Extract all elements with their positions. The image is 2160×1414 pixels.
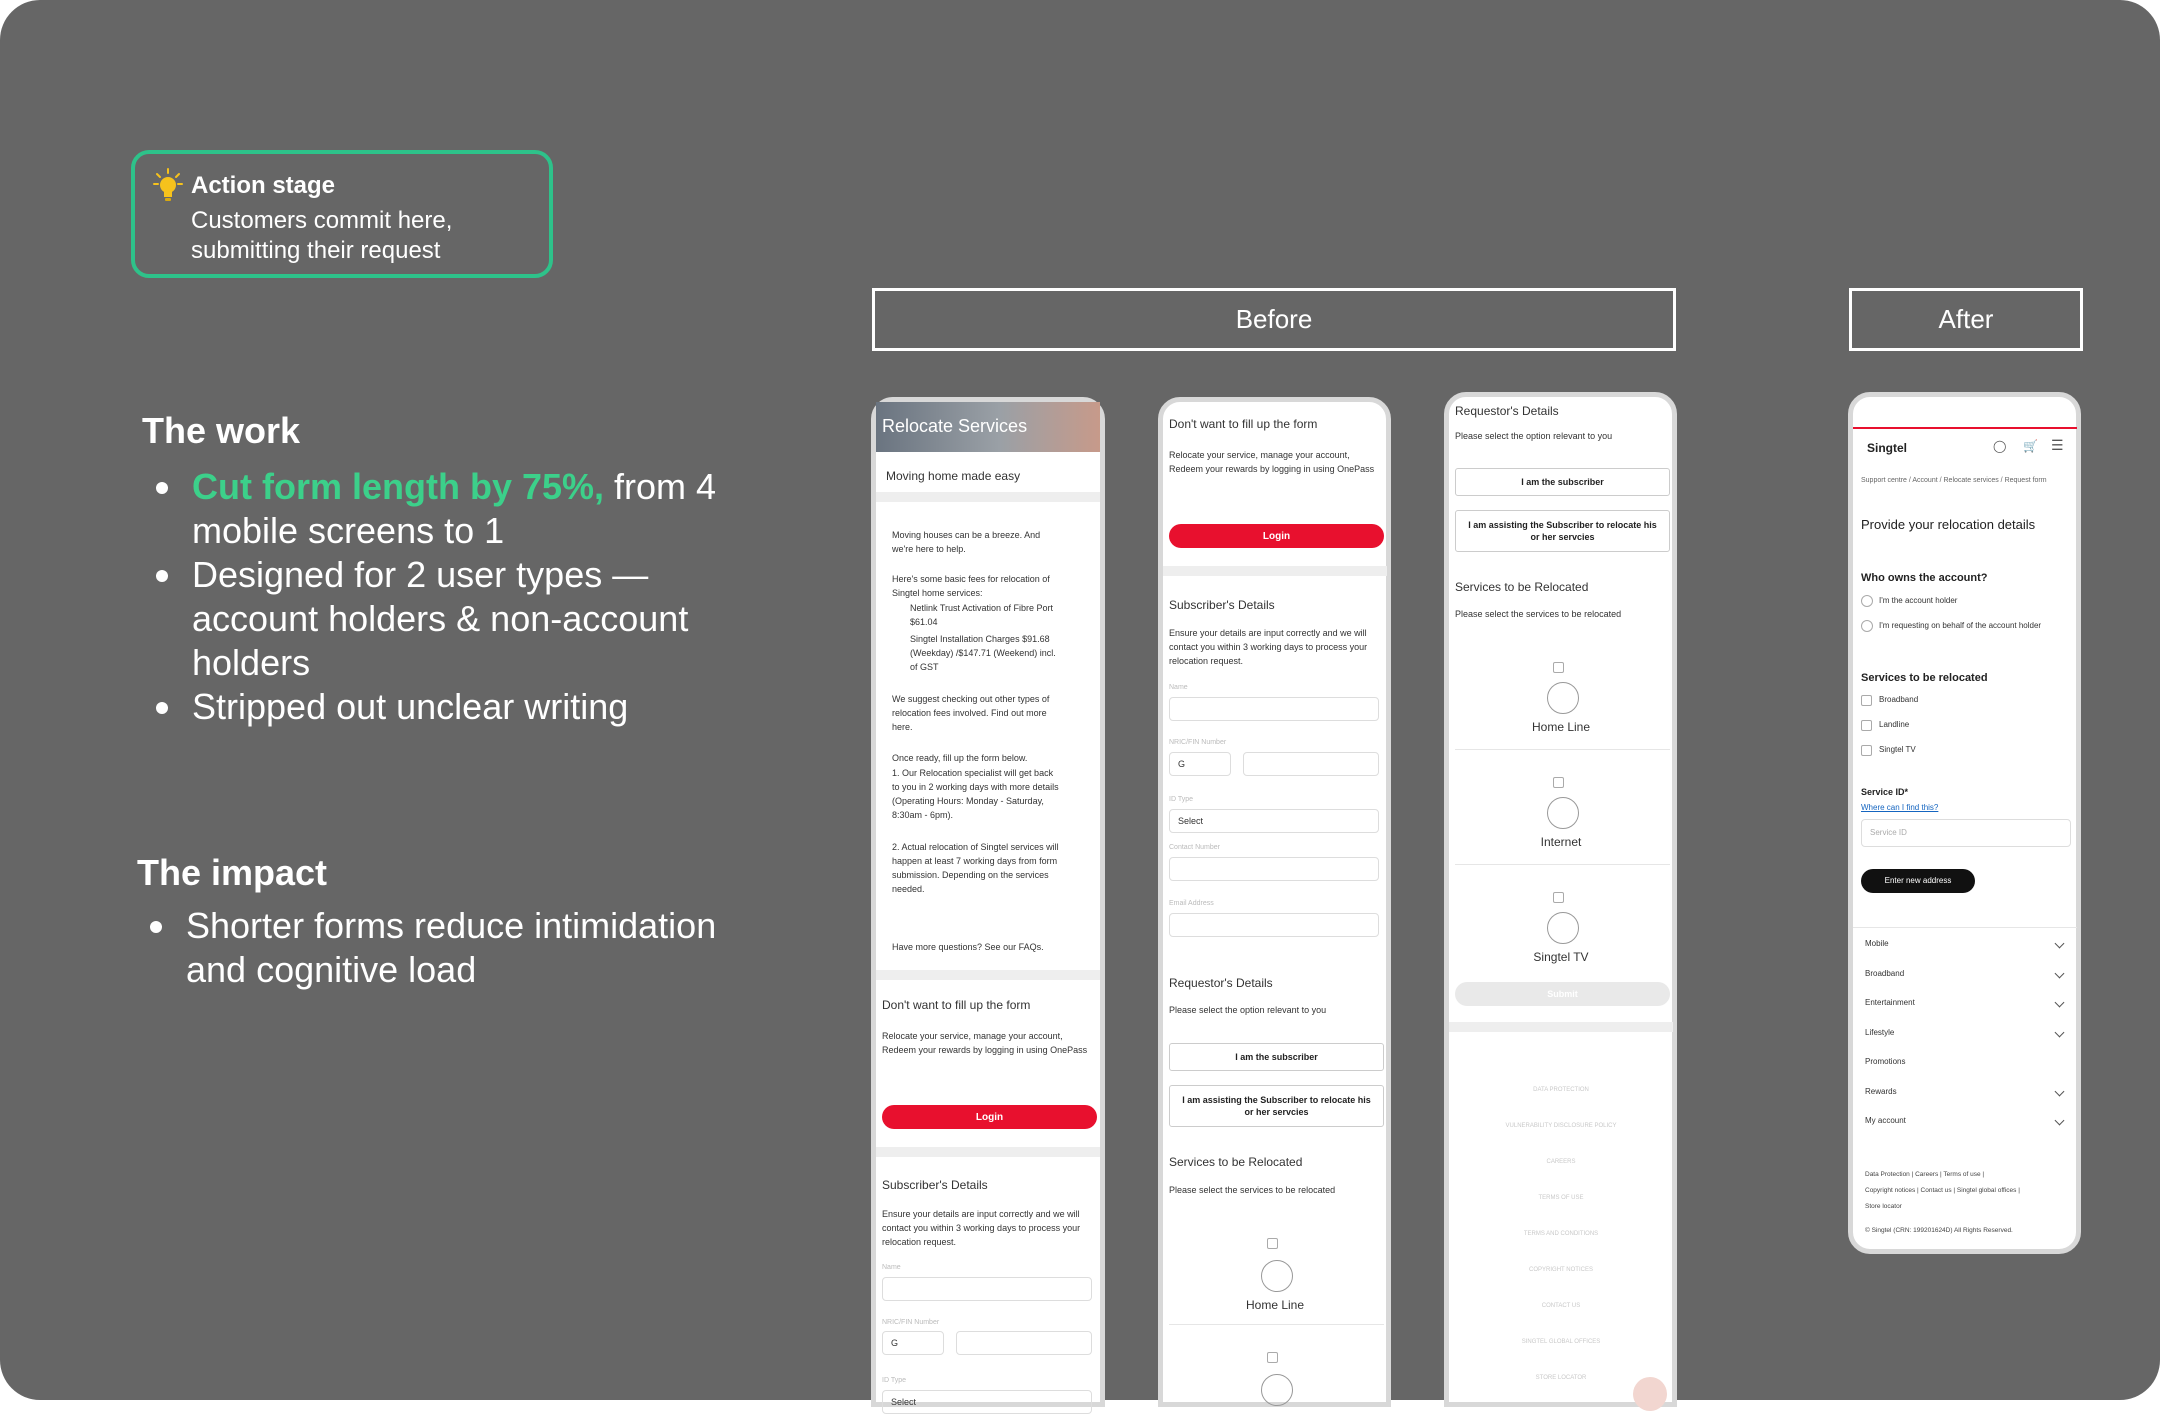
idtype-select[interactable]: Select xyxy=(1169,809,1379,833)
chevron-down-icon xyxy=(2055,968,2065,978)
footer-link[interactable]: VULNERABILITY DISCLOSURE POLICY xyxy=(1505,1123,1617,1129)
chevron-down-icon xyxy=(2055,1027,2065,1037)
after-label: After xyxy=(1849,288,2083,351)
singtel-logo[interactable]: Singtel xyxy=(1867,441,1908,455)
tv-icon xyxy=(1547,912,1579,944)
landline-checkbox[interactable] xyxy=(1861,720,1872,731)
submit-button[interactable]: Submit xyxy=(1455,982,1670,1006)
action-stage-callout xyxy=(131,150,553,278)
router-icon xyxy=(1547,797,1579,829)
nric-prefix-select[interactable]: G xyxy=(1169,752,1231,776)
impact-heading: The impact xyxy=(137,852,328,893)
footer-link[interactable]: STORE LOCATOR xyxy=(1535,1375,1587,1381)
chevron-down-icon xyxy=(2055,939,2065,949)
footer-link[interactable]: DATA PROTECTION xyxy=(1533,1087,1589,1093)
work-item-3: Stripped out unclear writing xyxy=(140,685,740,729)
nric-field[interactable] xyxy=(1243,752,1379,776)
before-label: Before xyxy=(872,288,1676,351)
email-field[interactable] xyxy=(1169,913,1379,937)
broadband-checkbox[interactable] xyxy=(1861,695,1872,706)
before-screen-1: Relocate Services Moving home made easy Moving houses can be a breeze. And we're here to help. Here's some basic fees for relocation of Singtel home services: Netlink Trust Activation of Fibre Port $61.04 Singtel Installation Charges $91.68 (Weekday) /$147.71 (Weekend) incl. of GST We suggest checking out other types of relocation fees involved. Find out more here. Once ready, fill up the form below. 1. Our Relocation specialist will get back to you in 2 working days with more details (Operating Hours: Monday - Saturday, 8:30am - 6pm). 2. Actual relocation of Singtel services will happen at least 7 working days from form submission. Depending on the services needed. Have more questions? See our FAQs. Don't want to fill up the form Relocate your service, manage your account, Redeem your rewards by logging in using OnePass Login Subscriber's Details Ensure your details are input correctly and we will contact you within 3 working days to process your relocation request. Name NRIC/FIN Number G ID Type Select xyxy=(871,397,1105,1407)
after-screen: Singtel ◯ 🛒 ☰ Support centre / Account / Relocate services / Request form Provide your relocation details Who owns the account? I'm the account holder I'm requesting on behalf of the account holder Services to be relocated Broadband Landline Singtel TV Service ID* Where can I find this? Service ID Enter new address Mobile Broadband Entertainment Lifestyle Promotions Rewards My account Data Protection | Careers | Terms of use | Copyright notices | Contact us | Singtel global offices | Store locator © Singtel (CRN: 199201624D) All Rights Reserved. xyxy=(1848,392,2081,1254)
footer-menu-item[interactable]: Promotions xyxy=(1865,1057,1906,1066)
before-screen-3: Requestor's Details Please select the option relevant to you I am the subscriber I am assisting the Subscriber to relocate his or her servcies Services to be Relocated Please select the services to be relocated Home Line Internet Singtel TV Submit DATA PROTECTION VULNERABILITY DISCLOSURE POLICY CAREERS TERMS OF USE TERMS AND CONDITIONS COPYRIGHT NOTICES CONTACT US SINGTEL GLOBAL OFFICES STORE LOCATOR xyxy=(1444,392,1677,1407)
menu-icon[interactable]: ☰ xyxy=(2051,437,2064,453)
idtype-select[interactable]: Select xyxy=(882,1390,1092,1414)
nric-prefix-select[interactable]: G xyxy=(882,1331,944,1355)
enter-address-button[interactable]: Enter new address xyxy=(1861,869,1975,893)
work-item-2: Designed for 2 user types — account holders & non-account holders xyxy=(140,553,740,685)
footer-menu-item[interactable]: Lifestyle xyxy=(1853,1028,2077,1058)
name-field[interactable] xyxy=(1169,697,1379,721)
subtitle: Moving home made easy xyxy=(886,469,1021,483)
work-heading: The work xyxy=(142,410,301,451)
footer-link[interactable]: TERMS OF USE xyxy=(1538,1195,1584,1201)
impact-list xyxy=(134,904,734,992)
chevron-down-icon xyxy=(2055,1086,2065,1096)
footer-menu-item[interactable]: Entertainment xyxy=(1853,998,2077,1028)
login-button[interactable]: Login xyxy=(1169,524,1384,548)
homeline-checkbox[interactable] xyxy=(1267,1238,1278,1249)
router-icon xyxy=(1261,1374,1293,1406)
option-subscriber[interactable]: I am the subscriber xyxy=(1169,1043,1384,1071)
footer-link[interactable]: TERMS AND CONDITIONS xyxy=(1523,1231,1599,1237)
singtel-tv-checkbox[interactable] xyxy=(1861,745,1872,756)
homeline-checkbox[interactable] xyxy=(1553,662,1564,673)
callout-text: Customers commit here, submitting their request xyxy=(191,207,453,264)
breadcrumb: Support centre / Account / Relocate services / Request form xyxy=(1861,477,2047,484)
internet-checkbox[interactable] xyxy=(1267,1352,1278,1363)
work-item-1: Cut form length by 75%, from 4 mobile screens to 1 xyxy=(140,465,740,553)
impact-item-1: Shorter forms reduce intimidation and cognitive load xyxy=(134,904,734,992)
work-list xyxy=(140,465,740,729)
cart-icon[interactable]: 🛒 xyxy=(2023,439,2038,453)
chevron-down-icon xyxy=(2055,998,2065,1008)
radio-account-holder[interactable] xyxy=(1861,595,1873,607)
footer-menu-item[interactable]: Broadband xyxy=(1853,969,2077,999)
option-assisting[interactable]: I am assisting the Subscriber to relocate his or her servcies xyxy=(1169,1085,1384,1127)
login-button[interactable]: Login xyxy=(882,1105,1097,1129)
footer-link[interactable]: CAREERS xyxy=(1546,1159,1576,1165)
radio-on-behalf[interactable] xyxy=(1861,620,1873,632)
footer-menu-item[interactable]: My account xyxy=(1853,1116,2077,1146)
where-link[interactable]: Where can I find this? xyxy=(1861,803,1939,812)
footer-menu-item[interactable]: Mobile xyxy=(1853,939,2077,969)
internet-checkbox[interactable] xyxy=(1553,777,1564,788)
phone-icon xyxy=(1261,1260,1293,1292)
footer-link[interactable]: CONTACT US xyxy=(1541,1303,1581,1309)
banner-title: Relocate Services xyxy=(882,416,1028,436)
page-title: Provide your relocation details xyxy=(1861,517,2036,532)
footer-link[interactable]: SINGTEL GLOBAL OFFICES xyxy=(1521,1339,1601,1345)
option-subscriber[interactable]: I am the subscriber xyxy=(1455,468,1670,496)
chevron-down-icon xyxy=(2055,1116,2065,1126)
callout-title: Action stage xyxy=(191,172,336,199)
lightbulb-icon xyxy=(153,168,183,204)
contact-field[interactable] xyxy=(1169,857,1379,881)
name-field[interactable] xyxy=(882,1277,1092,1301)
chat-avatar[interactable] xyxy=(1633,1377,1667,1411)
footer-legal: Data Protection | Careers | Terms of use | Copyright notices | Contact us | Singtel global offices | Store locator © Singtel (CRN: 199201624D) All Rights Reserved. xyxy=(1865,1171,2020,1234)
tv-checkbox[interactable] xyxy=(1553,892,1564,903)
footer-link[interactable]: COPYRIGHT NOTICES xyxy=(1529,1267,1593,1273)
nric-field[interactable] xyxy=(956,1331,1092,1355)
before-screen-2: Don't want to fill up the form Relocate your service, manage your account, Redeem your rewards by logging in using OnePass Login Subscriber's Details Ensure your details are input correctly and we will contact you within 3 working days to process your relocation request. Name NRIC/FIN Number G ID Type Select Contact Number Email Address Requestor's Details Please select the option relevant to you I am the subscriber I am assisting the Subscriber to relocate his or her servcies Services to be Relocated Please select the services to be relocated Home Line xyxy=(1158,397,1391,1407)
work-accent: Cut form length by 75%, xyxy=(192,466,605,507)
service-id-field[interactable]: Service ID xyxy=(1861,819,2071,847)
footer-menu-item[interactable]: Rewards xyxy=(1853,1087,2077,1117)
footer-menu xyxy=(1853,939,2077,1146)
footer-links xyxy=(1449,1087,1673,1411)
option-assisting[interactable]: I am assisting the Subscriber to relocate his or her servcies xyxy=(1455,510,1670,552)
phone-icon xyxy=(1547,682,1579,714)
user-icon[interactable]: ◯ xyxy=(1993,439,2007,453)
